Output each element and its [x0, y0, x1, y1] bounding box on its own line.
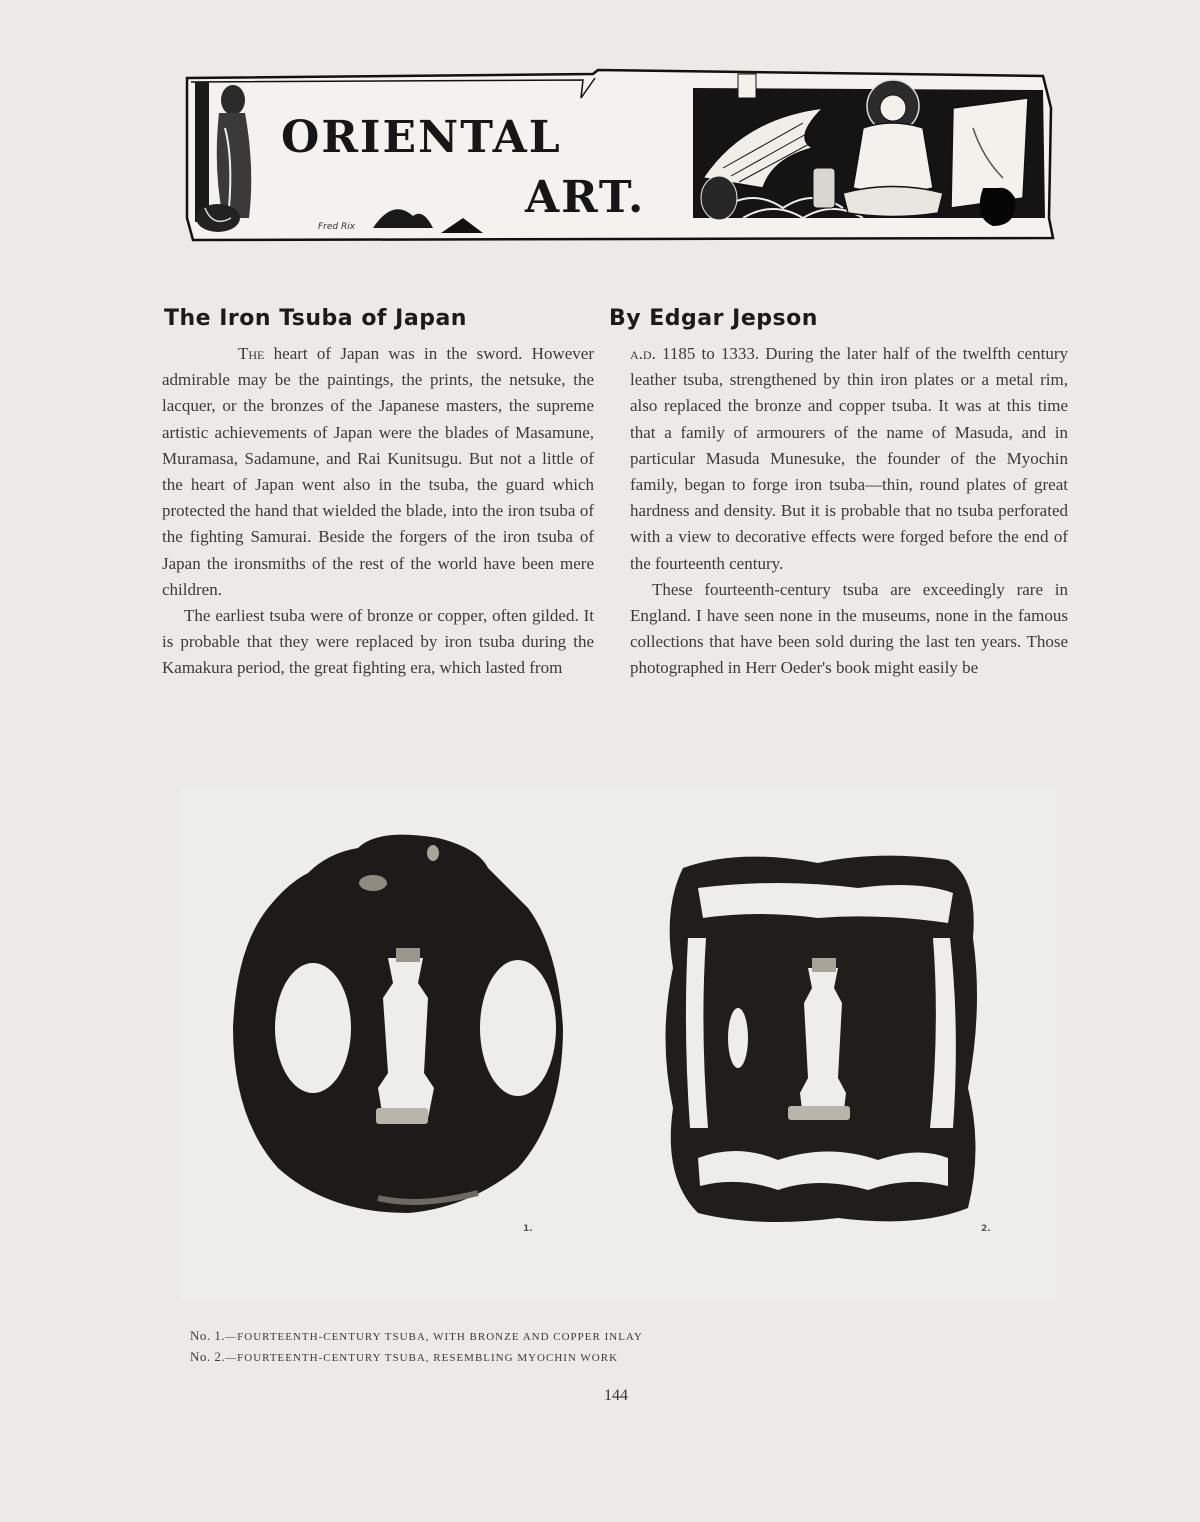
right-paragraph-2: These fourteenth-century tsuba are exceedingly rare in England. I have seen none in the museums, none in the famous collections that have been sold during the last ten years. Those photographed in Herr Oeder's book might easily be	[630, 579, 1068, 678]
sage-figure-icon	[195, 82, 251, 232]
article-title: The Iron Tsuba of Japan	[164, 306, 467, 331]
page-number: 144	[604, 1387, 628, 1404]
figure-1-number: 1.	[523, 1224, 533, 1234]
caption-2-number: No. 2.	[190, 1349, 226, 1364]
tsuba-photographs	[178, 788, 1056, 1300]
caption-1-number: No. 1.	[190, 1328, 226, 1343]
tsuba-2-image	[666, 856, 978, 1222]
caption-2-text: —FOURTEENTH-CENTURY TSUBA, RESEMBLING MYOCHIN WORK	[225, 1352, 619, 1364]
oriental-art-banner	[183, 68, 1056, 243]
left-paragraph-2: The earliest tsuba were of bronze or copper, often gilded. It is probable that they were replaced by iron tsuba during the Kamakura period, the great fighting era, which lasted from	[162, 606, 594, 678]
right-column	[630, 341, 1068, 682]
left-paragraph-1-text: heart of Japan was in the sword. However admirable may be the paintings, the prints, the netsuke, the lacquer, or the bronzes of the Japanese masters, the supreme artistic achievements of Japan were the blades of Masamune, Muramasa, Sadamune, and Rai Kunitsugu. But not a little of the heart of Japan went also in the tsuba, the guard which protected the hand that wielded the blade, into the iron tsuba of the fighting Samurai. Beside the forgers of the iron tsuba of Japan the ironsmiths of the rest of the world have been mere children.	[162, 344, 594, 599]
caption-1-text: —FOURTEENTH-CENTURY TSUBA, WITH BRONZE AND COPPER INLAY	[225, 1331, 643, 1343]
caption-2	[190, 1347, 643, 1368]
right-paragraph-1	[630, 341, 1068, 577]
article-author: By Edgar Jepson	[609, 306, 818, 331]
drop-lead-word: The	[238, 344, 265, 363]
banner-title-line2: ART.	[525, 172, 646, 223]
figure-captions	[190, 1326, 643, 1368]
right-paragraph-1-text: 1185 to 1333. During the later half of the twelfth century leather tsuba, strengthened by thin iron plates or a metal rim, also replaced the bronze and copper tsuba. It was at this time that a family of armourers of the name of Masuda, and in particular Masuda Munesuke, the founder of the Myochin family, began to forge iron tsuba—thin, round plates of great hardness and density. But it is probable that no tsuba perforated with a view to decorative effects were forged before the end of the fourteenth century.	[630, 344, 1068, 573]
tsuba-photograph-plate	[178, 788, 1056, 1300]
left-paragraph-1	[162, 341, 594, 603]
figure-2-number: 2.	[981, 1224, 991, 1234]
artist-signature: Fred Rix	[318, 222, 356, 232]
tsuba-1-image	[233, 835, 563, 1213]
buddha-scene-icon	[693, 74, 1045, 226]
banner-title-line1: ORIENTAL	[281, 112, 562, 163]
era-abbreviation: a.d.	[630, 344, 656, 363]
left-column	[162, 341, 594, 682]
caption-1	[190, 1326, 643, 1347]
